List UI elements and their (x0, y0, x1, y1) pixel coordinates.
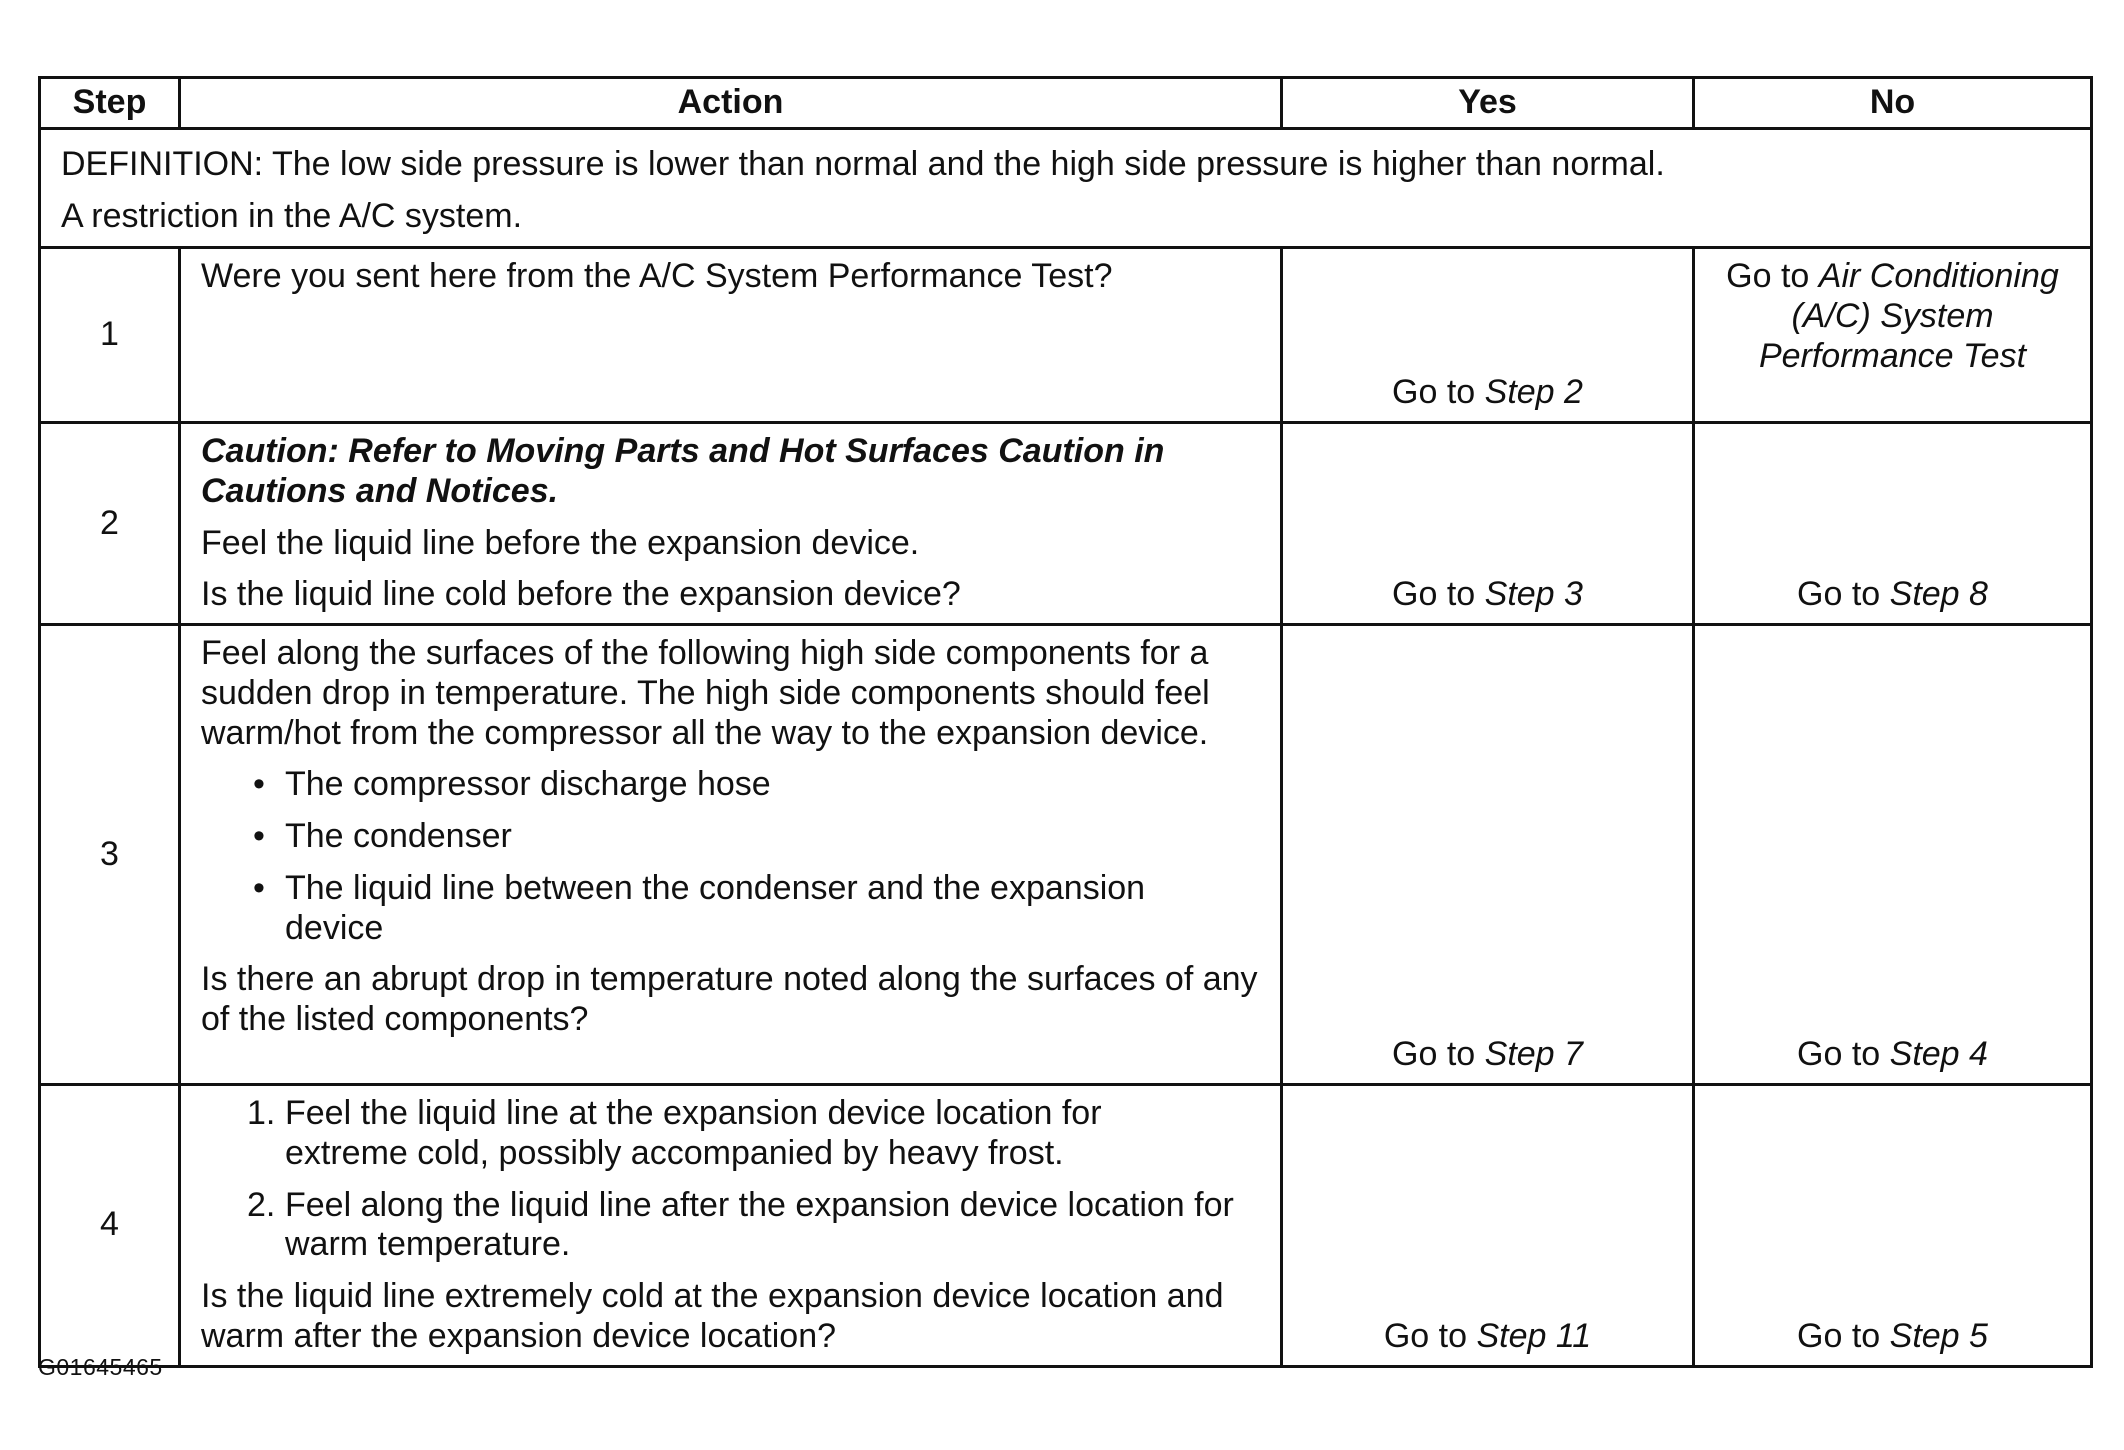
no-prefix: Go to (1726, 257, 1819, 295)
item-number: 2. (247, 1185, 276, 1224)
step-number: 2 (40, 423, 180, 625)
no-prefix: Go to (1797, 1316, 1890, 1355)
diagnostic-table (38, 76, 2093, 1368)
yes-prefix: Go to (1392, 575, 1485, 614)
yes-prefix: Go to (1392, 373, 1485, 412)
action-text: Were you sent here from the A/C System Performance Test? (201, 257, 1113, 295)
action-question: Is there an abrupt drop in temperature noted along the surfaces of any of the listed components? (201, 960, 1258, 1039)
header-action: Action (180, 78, 1282, 129)
header-no: No (1694, 78, 2092, 129)
no-step-link[interactable]: Step 5 (1889, 1316, 1988, 1355)
list-item: • The compressor discharge hose (201, 765, 1260, 805)
table-row (40, 1085, 2092, 1367)
yes-cell (1282, 1085, 1694, 1367)
no-step-link[interactable]: Step 4 (1889, 1035, 1988, 1074)
no-prefix: Go to (1797, 575, 1890, 614)
definition-row (40, 129, 2092, 248)
no-cell (1694, 1085, 2092, 1367)
yes-prefix: Go to (1392, 1035, 1485, 1074)
no-step-link[interactable]: Step 8 (1889, 575, 1988, 614)
table-row (40, 248, 2092, 423)
header-row (40, 78, 2092, 129)
yes-cell (1282, 423, 1694, 625)
procedure-list (201, 1094, 1260, 1265)
yes-cell (1282, 248, 1694, 423)
action-cell (180, 625, 1282, 1085)
no-prefix: Go to (1797, 1035, 1890, 1074)
no-cell (1694, 248, 2092, 423)
yes-step-link[interactable]: Step 2 (1484, 373, 1583, 412)
component-list (201, 765, 1260, 948)
table-row (40, 423, 2092, 625)
no-cell (1694, 423, 2092, 625)
list-item: • The condenser (201, 817, 1260, 857)
yes-step-link[interactable]: Step 11 (1476, 1316, 1592, 1355)
list-item: • The liquid line between the condenser and the expansion device (201, 869, 1260, 949)
yes-step-link[interactable]: Step 3 (1484, 575, 1583, 614)
yes-prefix: Go to (1383, 1316, 1477, 1355)
action-text: Feel along the surfaces of the following high side components for a sudden drop in temperature. The high side components should feel warm/hot from the compressor all the way to the expansion device. (201, 634, 1210, 752)
no-cell (1694, 625, 2092, 1085)
list-item (201, 1094, 1260, 1174)
figure-id: G01645465 (38, 1354, 163, 1380)
action-cell (180, 248, 1282, 423)
header-yes: Yes (1282, 78, 1694, 129)
definition-cell (40, 129, 2092, 248)
definition-text: DEFINITION: The low side pressure is lower than normal and the high side pressure is higher than normal. (61, 145, 1665, 183)
item-text: Feel along the liquid line after the expansion device location for warm temperature. (285, 1185, 1234, 1264)
action-cell (180, 423, 1282, 625)
action-text: Feel the liquid line before the expansion device. (201, 523, 920, 562)
yes-cell (1282, 625, 1694, 1085)
table-row (40, 625, 2092, 1085)
item-number: 1. (247, 1094, 276, 1133)
header-step: Step (40, 78, 180, 129)
action-question: Is the liquid line extremely cold at the expansion device location and warm after the expansion device location? (201, 1277, 1224, 1355)
step-number: 1 (40, 248, 180, 423)
step-number: 4 (40, 1085, 180, 1367)
list-item (201, 1186, 1260, 1266)
yes-step-link[interactable]: Step 7 (1484, 1035, 1583, 1074)
item-text: Feel the liquid line at the expansion device location for extreme cold, possibly accompanied by heavy frost. (285, 1094, 1102, 1172)
action-cell (180, 1085, 1282, 1367)
action-question: Is the liquid line cold before the expansion device? (201, 575, 961, 614)
no-step-link[interactable]: Air Conditioning (A/C) System Performance Test (1758, 257, 2059, 375)
caution-text: Caution: Refer to Moving Parts and Hot Surfaces Caution in Cautions and Notices. (201, 432, 1165, 510)
definition-subtext: A restriction in the A/C system. (61, 197, 523, 235)
step-number: 3 (40, 625, 180, 1085)
